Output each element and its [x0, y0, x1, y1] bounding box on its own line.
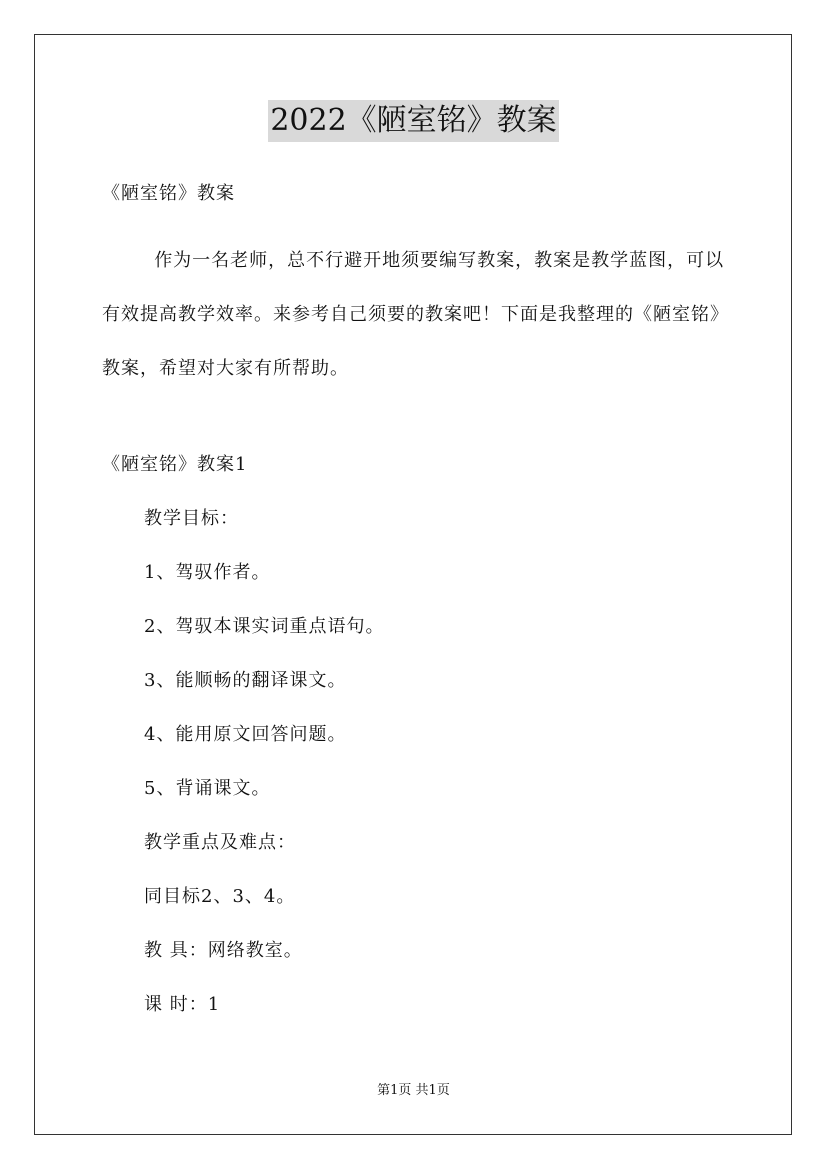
- content-line-goal-1: 1、驾驭作者。: [144, 562, 271, 583]
- section-heading: 《陋室铭》教案1: [102, 454, 248, 475]
- content-line-goal-3: 3、能顺畅的翻译课文。: [144, 670, 347, 691]
- content-line-hours: 课 时：1: [144, 994, 221, 1015]
- intro-paragraph: 作为一名老师，总不行避开地须要编写教案，教案是教学蓝图，可以有效提高教学效率。来参考自己须要的教案吧！下面是我整理的《陋室铭》教案，希望对大家有所帮助。: [102, 250, 725, 379]
- content-line-goal-2: 2、驾驭本课实词重点语句。: [144, 616, 385, 637]
- content-line-goal-5: 5、背诵课文。: [144, 778, 271, 799]
- content-line-same-goals: 同目标2、3、4。: [144, 886, 296, 907]
- content-line-goal-4: 4、能用原文回答问题。: [144, 724, 347, 745]
- content-line-key-points: 教学重点及难点：: [144, 832, 296, 853]
- title-container: [0, 100, 827, 142]
- content-line-tools: 教 具：网络教室。: [144, 940, 303, 961]
- page-footer: 第1页 共1页: [377, 1083, 450, 1098]
- content-line-objectives: 教学目标：: [144, 508, 239, 529]
- document-subtitle: 《陋室铭》教案: [102, 183, 235, 204]
- document-title: 2022《陋室铭》教案: [268, 100, 558, 142]
